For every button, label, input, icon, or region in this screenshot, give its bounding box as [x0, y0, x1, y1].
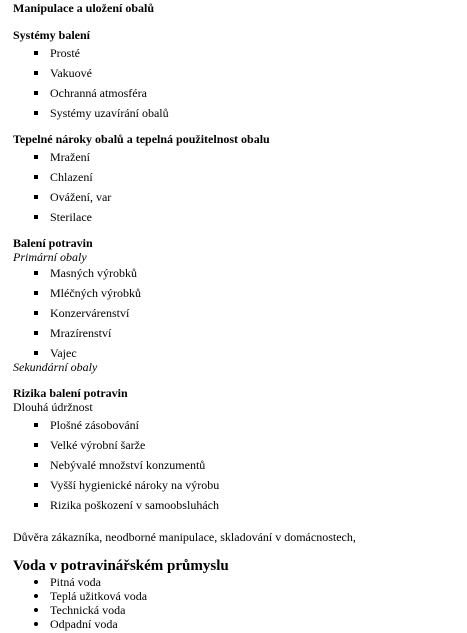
list-item [13, 170, 467, 190]
square-bullet-icon [34, 51, 38, 55]
list-item-label: Technická voda [50, 603, 126, 617]
thermal-list [13, 150, 467, 230]
list-item-label: Nebývalé množství konzumentů [50, 458, 206, 472]
list-item-label: Rizika poškození v samoobsluhách [50, 498, 219, 512]
square-bullet-icon [34, 503, 38, 507]
primary-packaging-label: Primární obaly [13, 250, 87, 264]
square-bullet-icon [34, 195, 38, 199]
list-item-label: Velké výrobní šarže [50, 438, 146, 452]
section-heading: Voda v potravinářském průmyslu [13, 558, 229, 574]
square-bullet-icon [34, 351, 38, 355]
secondary-packaging-label: Sekundární obaly [13, 360, 98, 374]
list-item-label: Systémy uzavírání obalů [50, 106, 169, 120]
square-bullet-icon [34, 291, 38, 295]
list-item-label: Ochranná atmosféra [50, 86, 147, 100]
food-packaging-list [13, 266, 467, 360]
list-item-label: Teplá užitková voda [50, 589, 148, 603]
list-item-label: Ovážení, var [50, 190, 112, 204]
square-bullet-icon [34, 483, 38, 487]
list-item [13, 418, 467, 438]
round-bullet-icon [34, 580, 38, 584]
list-item [13, 266, 467, 286]
document-title: Manipulace a uložení obalů [13, 1, 155, 15]
square-bullet-icon [34, 91, 38, 95]
list-item-label: Mléčných výrobků [50, 286, 141, 300]
section-heading: Tepelné nároky obalů a tepelná použitelnost obalu [13, 132, 270, 146]
list-item-label: Vajec [50, 346, 77, 360]
list-item-label: Mražení [50, 150, 90, 164]
list-item-label: Mrazírenství [50, 326, 112, 340]
square-bullet-icon [34, 175, 38, 179]
list-item [13, 478, 467, 498]
list-item [13, 66, 467, 86]
list-item-label: Pitná voda [50, 575, 101, 589]
square-bullet-icon [34, 111, 38, 115]
risks-subheading: Dlouhá údržnost [13, 400, 93, 414]
list-item [13, 106, 467, 126]
list-item [13, 346, 467, 360]
square-bullet-icon [34, 71, 38, 75]
round-bullet-icon [34, 594, 38, 598]
square-bullet-icon [34, 155, 38, 159]
packaging-systems-list [13, 46, 467, 126]
square-bullet-icon [34, 215, 38, 219]
list-item [13, 190, 467, 210]
list-item-label: Sterilace [50, 210, 92, 224]
list-item-label: Vakuové [50, 66, 92, 80]
section-heading: Rizika balení potravin [13, 386, 128, 400]
list-item-label: Prosté [50, 46, 80, 60]
list-item [13, 326, 467, 346]
list-item [13, 438, 467, 458]
square-bullet-icon [34, 463, 38, 467]
list-item [13, 589, 467, 603]
consumer-trust-note: Důvěra zákazníka, neodborné manipulace, skladování v domácnostech, [13, 530, 356, 544]
section-heading: Systémy balení [13, 28, 91, 42]
list-item-label: Odpadní voda [50, 617, 118, 631]
list-item [13, 150, 467, 170]
list-item-label: Vyšší hygienické nároky na výrobu [50, 478, 220, 492]
list-item [13, 617, 467, 631]
water-list [13, 575, 467, 631]
section-heading: Balení potravin [13, 236, 93, 250]
list-item-label: Konzervárenství [50, 306, 130, 320]
section-thermal-requirements [13, 132, 467, 230]
square-bullet-icon [34, 443, 38, 447]
round-bullet-icon [34, 608, 38, 612]
list-item [13, 210, 467, 230]
section-packaging-systems [13, 28, 467, 126]
round-bullet-icon [34, 622, 38, 626]
square-bullet-icon [34, 311, 38, 315]
list-item [13, 498, 467, 518]
section-water [13, 558, 467, 631]
list-item-label: Chlazení [50, 170, 93, 184]
list-item-label: Masných výrobků [50, 266, 137, 280]
section-food-packaging [13, 236, 467, 374]
square-bullet-icon [34, 331, 38, 335]
square-bullet-icon [34, 271, 38, 275]
list-item [13, 306, 467, 326]
list-item [13, 603, 467, 617]
list-item [13, 86, 467, 106]
list-item-label: Plošné zásobování [50, 418, 139, 432]
square-bullet-icon [34, 423, 38, 427]
list-item [13, 458, 467, 478]
list-item [13, 286, 467, 306]
risks-list [13, 418, 467, 518]
list-item [13, 46, 467, 66]
list-item [13, 575, 467, 589]
section-food-packaging-risks [13, 386, 467, 518]
